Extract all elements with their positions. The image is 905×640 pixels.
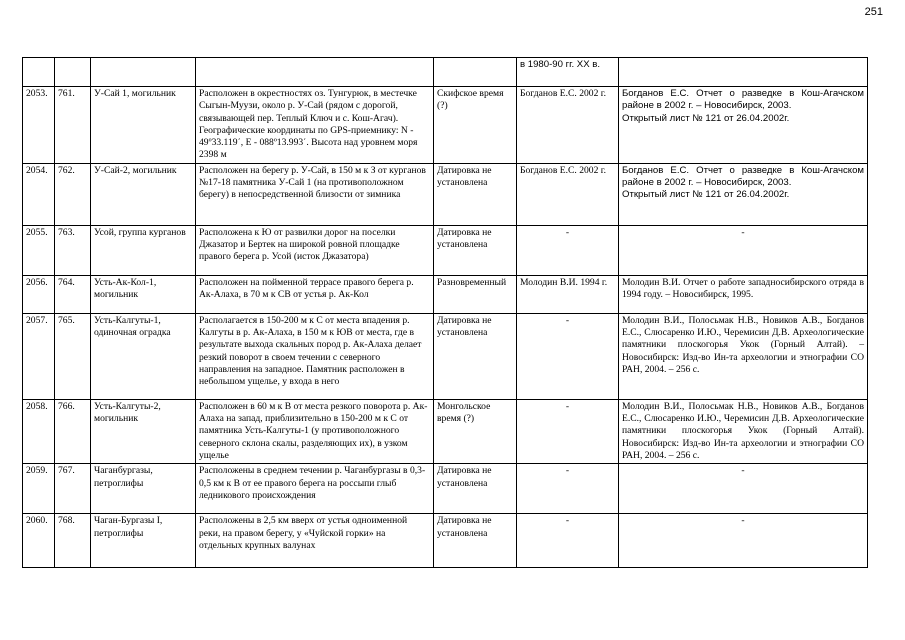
cell-source [619,87,868,164]
page-number: 251 [864,6,883,18]
cell-source: Молодин В.И., Полосьмак Н.В., Новиков А.В., Богданов Е.С., Слюсаренко И.Ю., Черемисин Д.В. Археологические памятники плоскогорья Укок (Горный Алтай). – Новосибирск: Изд-во Ин-та археологии и этнографии СО РАН, 2004. – 256 с. [619,313,868,399]
cell-source: Молодин В.И., Полосьмак Н.В., Новиков А.В., Богданов Е.С., Слюсаренко И.Ю., Черемисин Д.В. Археологические памятники плоскогорья Укок (Горный Алтай). Новосибирск: Изд-во Ин-та археологии и этнографии СО РАН, 2004. – 256 с. [619,399,868,463]
cell-source: Молодин В.И. Отчет о работе западносибирского отряда в 1994 году. – Новосибирск, 1995. [619,275,868,313]
table-row [23,514,868,568]
cell-local: 761. [55,87,91,164]
cell-num: 2058. [23,399,55,463]
cell-num: 2054. [23,163,55,225]
cell-researcher: Богданов Е.С. 2002 г. [517,87,619,164]
cell-location: Расположены в среднем течении р. Чаганбургазы в 0,3-0,5 км к В от ее правого берега на россыпи глыб ледникового происхождения [196,464,434,514]
cell-num: 2056. [23,275,55,313]
cell-location: Расположены в 2,5 км вверх от устья одноименной реки, на правом берегу, у «Чуйской горки» на отдельных крупных валунах [196,514,434,568]
cell-num: 2057. [23,313,55,399]
cell-num [23,58,55,87]
cell-date [434,58,517,87]
cell-num: 2060. [23,514,55,568]
table-row [23,87,868,164]
table-row [23,225,868,275]
cell-source [619,163,868,225]
table-row [23,464,868,514]
cell-date: Датировка не установлена [434,514,517,568]
cell-location: Расположен в окрестностях оз. Тунгурюк, в местечке Сыгын-Муузи, около р. У-Сай (рядом с дорогой, связывающей пер. Теплый Ключ и с. Кош-Агач). Географические координаты по GPS-приемнику: N - 49º33.119΄, E - 088º13.993΄. Высота над уровнем моря 2398 м [196,87,434,164]
cell-researcher: - [517,464,619,514]
cell-researcher: - [517,225,619,275]
table-row [23,275,868,313]
cell-name: Усть-Калгуты-2, могильник [91,399,196,463]
cell-name: У-Сай 1, могильник [91,87,196,164]
cell-source [619,58,868,87]
cell-location: Расположен на берегу р. У-Сай, в 150 м к З от курганов №17-18 памятника У-Сай 1 (на противоположном берегу) в непосредственной близости от зимника [196,163,434,225]
cell-source: - [619,514,868,568]
cell-date: Разновременный [434,275,517,313]
cell-date: Датировка не установлена [434,225,517,275]
cell-researcher: - [517,313,619,399]
cell-name: У-Сай-2, могильник [91,163,196,225]
cell-local: 762. [55,163,91,225]
source-permit: Открытый лист № 121 от 26.04.2002г. [622,112,790,124]
cell-date: Датировка не установлена [434,163,517,225]
cell-researcher: - [517,399,619,463]
cell-date: Монгольское время (?) [434,399,517,463]
cell-name [91,58,196,87]
cell-local: 768. [55,514,91,568]
cell-location: Располагается в 150-200 м к С от места впадения р. Калгуты в р. Ак-Алаха, в 150 м к ЮВ от места, где в результате выхода скальных пород р. Ак-Алаха делает резкий поворот в своем течении с северного направления на западное. Памятник расположен в небольшом ущелье, у входа в него [196,313,434,399]
cell-date: Датировка не установлена [434,464,517,514]
cell-name: Чаган-Бургазы I, петроглифы [91,514,196,568]
cell-source: - [619,464,868,514]
table-row [23,399,868,463]
cell-local: 763. [55,225,91,275]
cell-local: 765. [55,313,91,399]
cell-researcher: Богданов Е.С. 2002 г. [517,163,619,225]
cell-name: Усть-Калгуты-1, одиночная оградка [91,313,196,399]
source-report: Богданов Е.С. Отчет о разведке в Кош-Агачском районе в 2002 г. – Новосибирск, 2003. [622,88,864,112]
cell-num: 2055. [23,225,55,275]
cell-name: Чаганбургазы, петроглифы [91,464,196,514]
source-report: Богданов Е.С. Отчет о разведке в Кош-Агачском районе в 2002 г. – Новосибирск, 2003. [622,164,864,189]
cell-local [55,58,91,87]
cell-source: - [619,225,868,275]
cell-local: 767. [55,464,91,514]
cell-location: Расположен на пойменной террасе правого берега р. Ак-Алаха, в 70 м к СВ от устья р. Ак-Кол [196,275,434,313]
cell-location [196,58,434,87]
cell-researcher: Молодин В.И. 1994 г. [517,275,619,313]
cell-location: Расположен в 60 м к В от места резкого поворота р. Ак-Алаха на запад, приблизительно в 150-200 м к С от памятника Усть-Калгуты-1 (у противоположного северного склона скалы, разделяющих их), в узком ущелье [196,399,434,463]
cell-name: Усой, группа курганов [91,225,196,275]
cell-location: Расположена к Ю от развилки дорог на поселки Джазатор и Бертек на широкой ровной площадке правого берега р. Усой (исток Джазатора) [196,225,434,275]
cell-researcher: - [517,514,619,568]
cell-num: 2059. [23,464,55,514]
cell-num: 2053. [23,87,55,164]
cell-local: 764. [55,275,91,313]
table-row [23,163,868,225]
cell-name: Усть-Ак-Кол-1, могильник [91,275,196,313]
table-row [23,313,868,399]
cell-researcher: в 1980-90 гг. ХХ в. [517,58,619,87]
cell-date: Датировка не установлена [434,313,517,399]
cell-local: 766. [55,399,91,463]
table-row-continuation [23,58,868,87]
cell-date: Скифское время (?) [434,87,517,164]
monuments-table [22,57,868,568]
source-permit: Открытый лист № 121 от 26.04.2002г. [622,189,790,201]
